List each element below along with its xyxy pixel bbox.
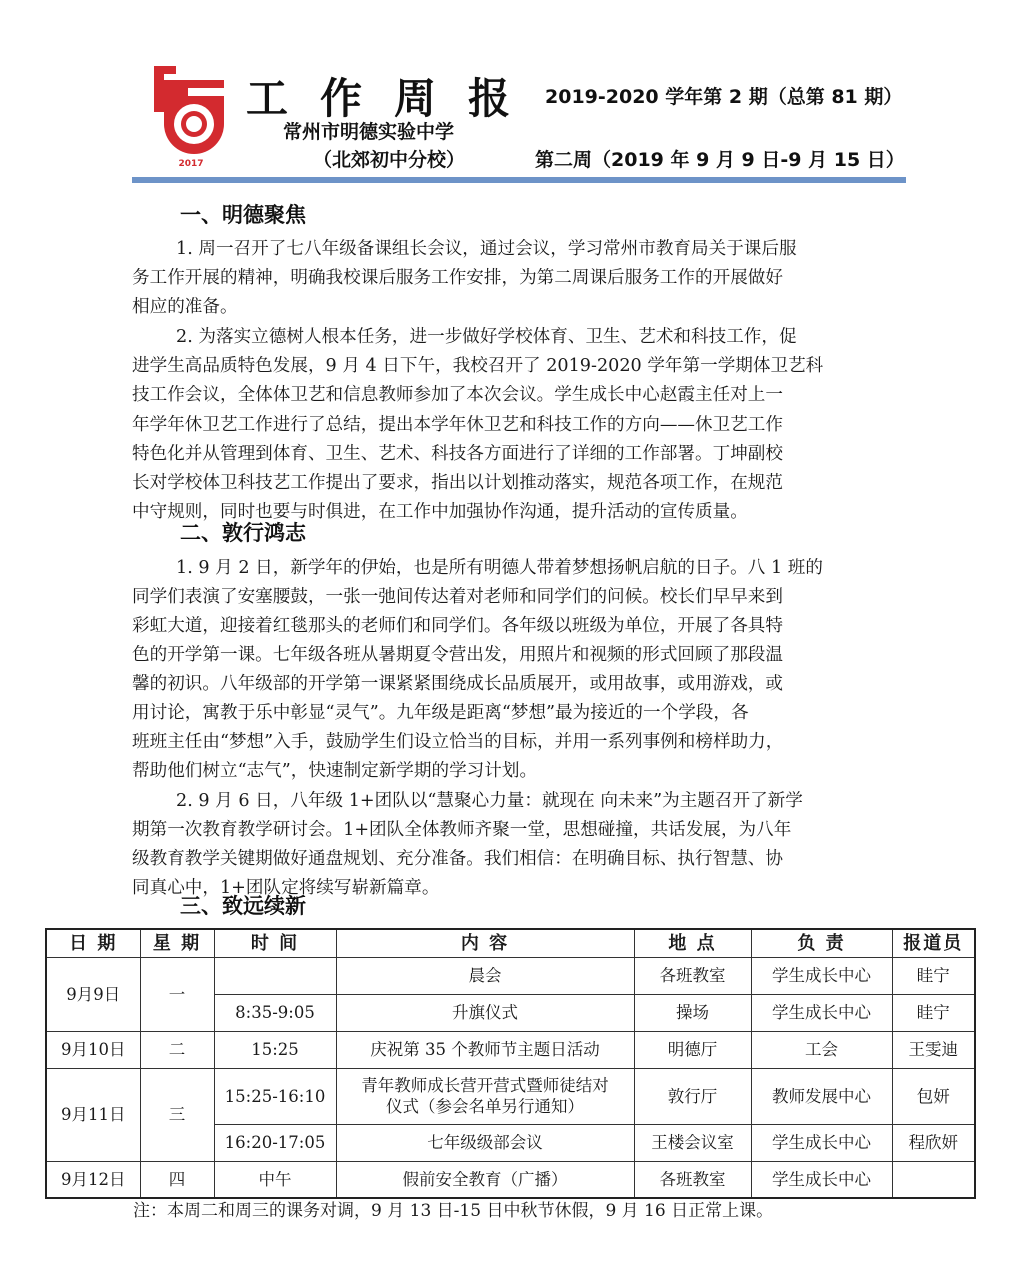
column-header-place: 地 点	[634, 929, 751, 957]
paragraph-line: 同真心中，1+团队定将续写崭新篇章。	[132, 878, 440, 898]
paragraph-line: 进学生高品质特色发展，9 月 4 日下午，我校召开了 2019-2020 学年第一学期体卫艺科	[132, 356, 824, 376]
week-range: 第二周（2019 年 9 月 9 日-9 月 15 日）	[535, 149, 905, 171]
paragraph-line: 馨的初识。八年级部的开学第一课紧紧围绕成长品质展开，或用故事，或用游戏，或	[132, 674, 783, 694]
cell-time	[214, 957, 336, 994]
paragraph-line: 相应的准备。	[132, 297, 238, 317]
paragraph-line: 年学年休卫艺工作进行了总结，提出本学年休卫艺和科技工作的方向——休卫艺工作	[132, 415, 783, 435]
cell-owner: 学生成长中心	[751, 1161, 892, 1198]
section-heading-outlook: 三、致远续新	[180, 894, 306, 918]
section-heading-action: 二、敦行鸿志	[180, 521, 306, 545]
cell-content: 庆祝第 35 个教师节主题日活动	[336, 1031, 634, 1068]
cell-date: 9月9日	[46, 957, 140, 1031]
cell-date: 9月11日	[46, 1068, 140, 1161]
paragraph-line: 1. 9 月 2 日，新学年的伊始，也是所有明德人带着梦想扬帆启航的日子。八 1 班的	[176, 558, 823, 578]
school-logo	[148, 62, 234, 172]
logo-left-bar	[154, 66, 164, 112]
cell-place: 王楼会议室	[634, 1124, 751, 1161]
column-header-content: 内 容	[336, 929, 634, 957]
paragraph-line: 技工作会议，全体体卫艺和信息教师参加了本次会议。学生成长中心赵霞主任对上一	[132, 385, 783, 405]
paragraph-line: 1. 周一召开了七八年级备课组长会议，通过会议，学习常州市教育局关于课后服	[176, 239, 797, 259]
paragraph-line: 级教育教学关键期做好通盘规划、充分准备。我们相信：在明确目标、执行智慧、协	[132, 849, 783, 869]
issue-number: 2019-2020 学年第 2 期（总第 81 期）	[545, 86, 903, 108]
cell-owner: 学生成长中心	[751, 957, 892, 994]
column-header-owner: 负 责	[751, 929, 892, 957]
paragraph-line: 班班主任由“梦想”入手，鼓励学生们设立恰当的目标，并用一系列事例和榜样助力，	[132, 732, 784, 752]
cell-weekday: 四	[140, 1161, 214, 1198]
cell-reporter	[892, 1161, 975, 1198]
paragraph-line: 中守规则，同时也要与时俱进，在工作中加强协作沟通，提升活动的宣传质量。	[132, 502, 748, 522]
cell-reporter: 眭宁	[892, 957, 975, 994]
section-heading-focus: 一、明德聚焦	[180, 203, 306, 227]
table-row	[46, 957, 975, 994]
logo-year: 2017	[178, 159, 204, 169]
paragraph-line: 期第一次教育教学研讨会。1+团队全体教师齐聚一堂，思想碰撞，共话发展，为八年	[132, 820, 792, 840]
cell-place: 敦行厅	[634, 1068, 751, 1124]
table-row	[46, 1031, 975, 1068]
logo-center	[186, 116, 202, 132]
column-header-reporter: 报道员	[892, 929, 975, 957]
cell-place: 各班教室	[634, 1161, 751, 1198]
cell-date: 9月10日	[46, 1031, 140, 1068]
paragraph-line: 色的开学第一课。七年级各班从暑期夏令营出发，用照片和视频的形式回顾了那段温	[132, 645, 783, 665]
table-row	[46, 1068, 975, 1124]
cell-reporter: 眭宁	[892, 994, 975, 1031]
table-row	[46, 1161, 975, 1198]
column-header-date: 日 期	[46, 929, 140, 957]
newsletter-title: 工作周报	[246, 74, 543, 123]
cell-place: 各班教室	[634, 957, 751, 994]
paragraph-line: 务工作开展的精神，明确我校课后服务工作安排，为第二周课后服务工作的开展做好	[132, 268, 783, 288]
cell-content: 青年教师成长营开营式暨师徒结对仪式（参会名单另行通知）	[336, 1068, 634, 1124]
cell-place: 明德厅	[634, 1031, 751, 1068]
cell-content: 假前安全教育（广播）	[336, 1161, 634, 1198]
cell-weekday: 一	[140, 957, 214, 1031]
paragraph-line: 2. 为落实立德树人根本任务，进一步做好学校体育、卫生、艺术和科技工作，促	[176, 327, 797, 347]
table-header-row	[46, 929, 975, 957]
branch-name: （北郊初中分校）	[313, 149, 466, 171]
cell-time: 15:25	[214, 1031, 336, 1068]
cell-time: 15:25-16:10	[214, 1068, 336, 1124]
cell-owner: 教师发展中心	[751, 1068, 892, 1124]
paragraph-line: 长对学校体卫科技艺工作提出了要求，指出以计划推动落实，规范各项工作，在规范	[132, 473, 783, 493]
cell-weekday: 二	[140, 1031, 214, 1068]
paragraph-line: 帮助他们树立“志气”，快速制定新学期的学习计划。	[132, 761, 538, 781]
cell-content: 晨会	[336, 957, 634, 994]
schedule-table	[45, 928, 976, 1199]
header-divider	[132, 177, 906, 183]
paragraph-line: 特色化并从管理到体育、卫生、艺术、科技各方面进行了详细的工作部署。丁坤副校	[132, 444, 783, 464]
paragraph-line: 2. 9 月 6 日，八年级 1+团队以“慧聚心力量：就现在 向未来”为主题召开了新学	[176, 791, 803, 811]
cell-owner: 工会	[751, 1031, 892, 1068]
school-name: 常州市明德实验中学	[283, 121, 455, 143]
cell-time: 8:35-9:05	[214, 994, 336, 1031]
cell-time: 中午	[214, 1161, 336, 1198]
cell-reporter: 程欣妍	[892, 1124, 975, 1161]
cell-weekday: 三	[140, 1068, 214, 1161]
paragraph-line: 用讨论，寓教于乐中彰显“灵气”。九年级是距离“梦想”最为接近的一个学段，各	[132, 703, 749, 723]
paragraph-line: 同学们表演了安塞腰鼓，一张一弛间传达着对老师和同学们的问候。校长们早早来到	[132, 587, 783, 607]
cell-reporter: 包妍	[892, 1068, 975, 1124]
paragraph-line: 彩虹大道，迎接着红毯那头的老师们和同学们。各年级以班级为单位，开展了各具特	[132, 616, 783, 636]
cell-time: 16:20-17:05	[214, 1124, 336, 1161]
cell-owner: 学生成长中心	[751, 994, 892, 1031]
column-header-time: 时 间	[214, 929, 336, 957]
cell-content: 升旗仪式	[336, 994, 634, 1031]
cell-reporter: 王雯迪	[892, 1031, 975, 1068]
cell-content: 七年级级部会议	[336, 1124, 634, 1161]
cell-date: 9月12日	[46, 1161, 140, 1198]
cell-place: 操场	[634, 994, 751, 1031]
column-header-weekday: 星 期	[140, 929, 214, 957]
cell-owner: 学生成长中心	[751, 1124, 892, 1161]
footnote: 注：本周二和周三的课务对调，9 月 13 日-15 日中秋节休假，9 月 16 日正常上课。	[133, 1201, 774, 1221]
